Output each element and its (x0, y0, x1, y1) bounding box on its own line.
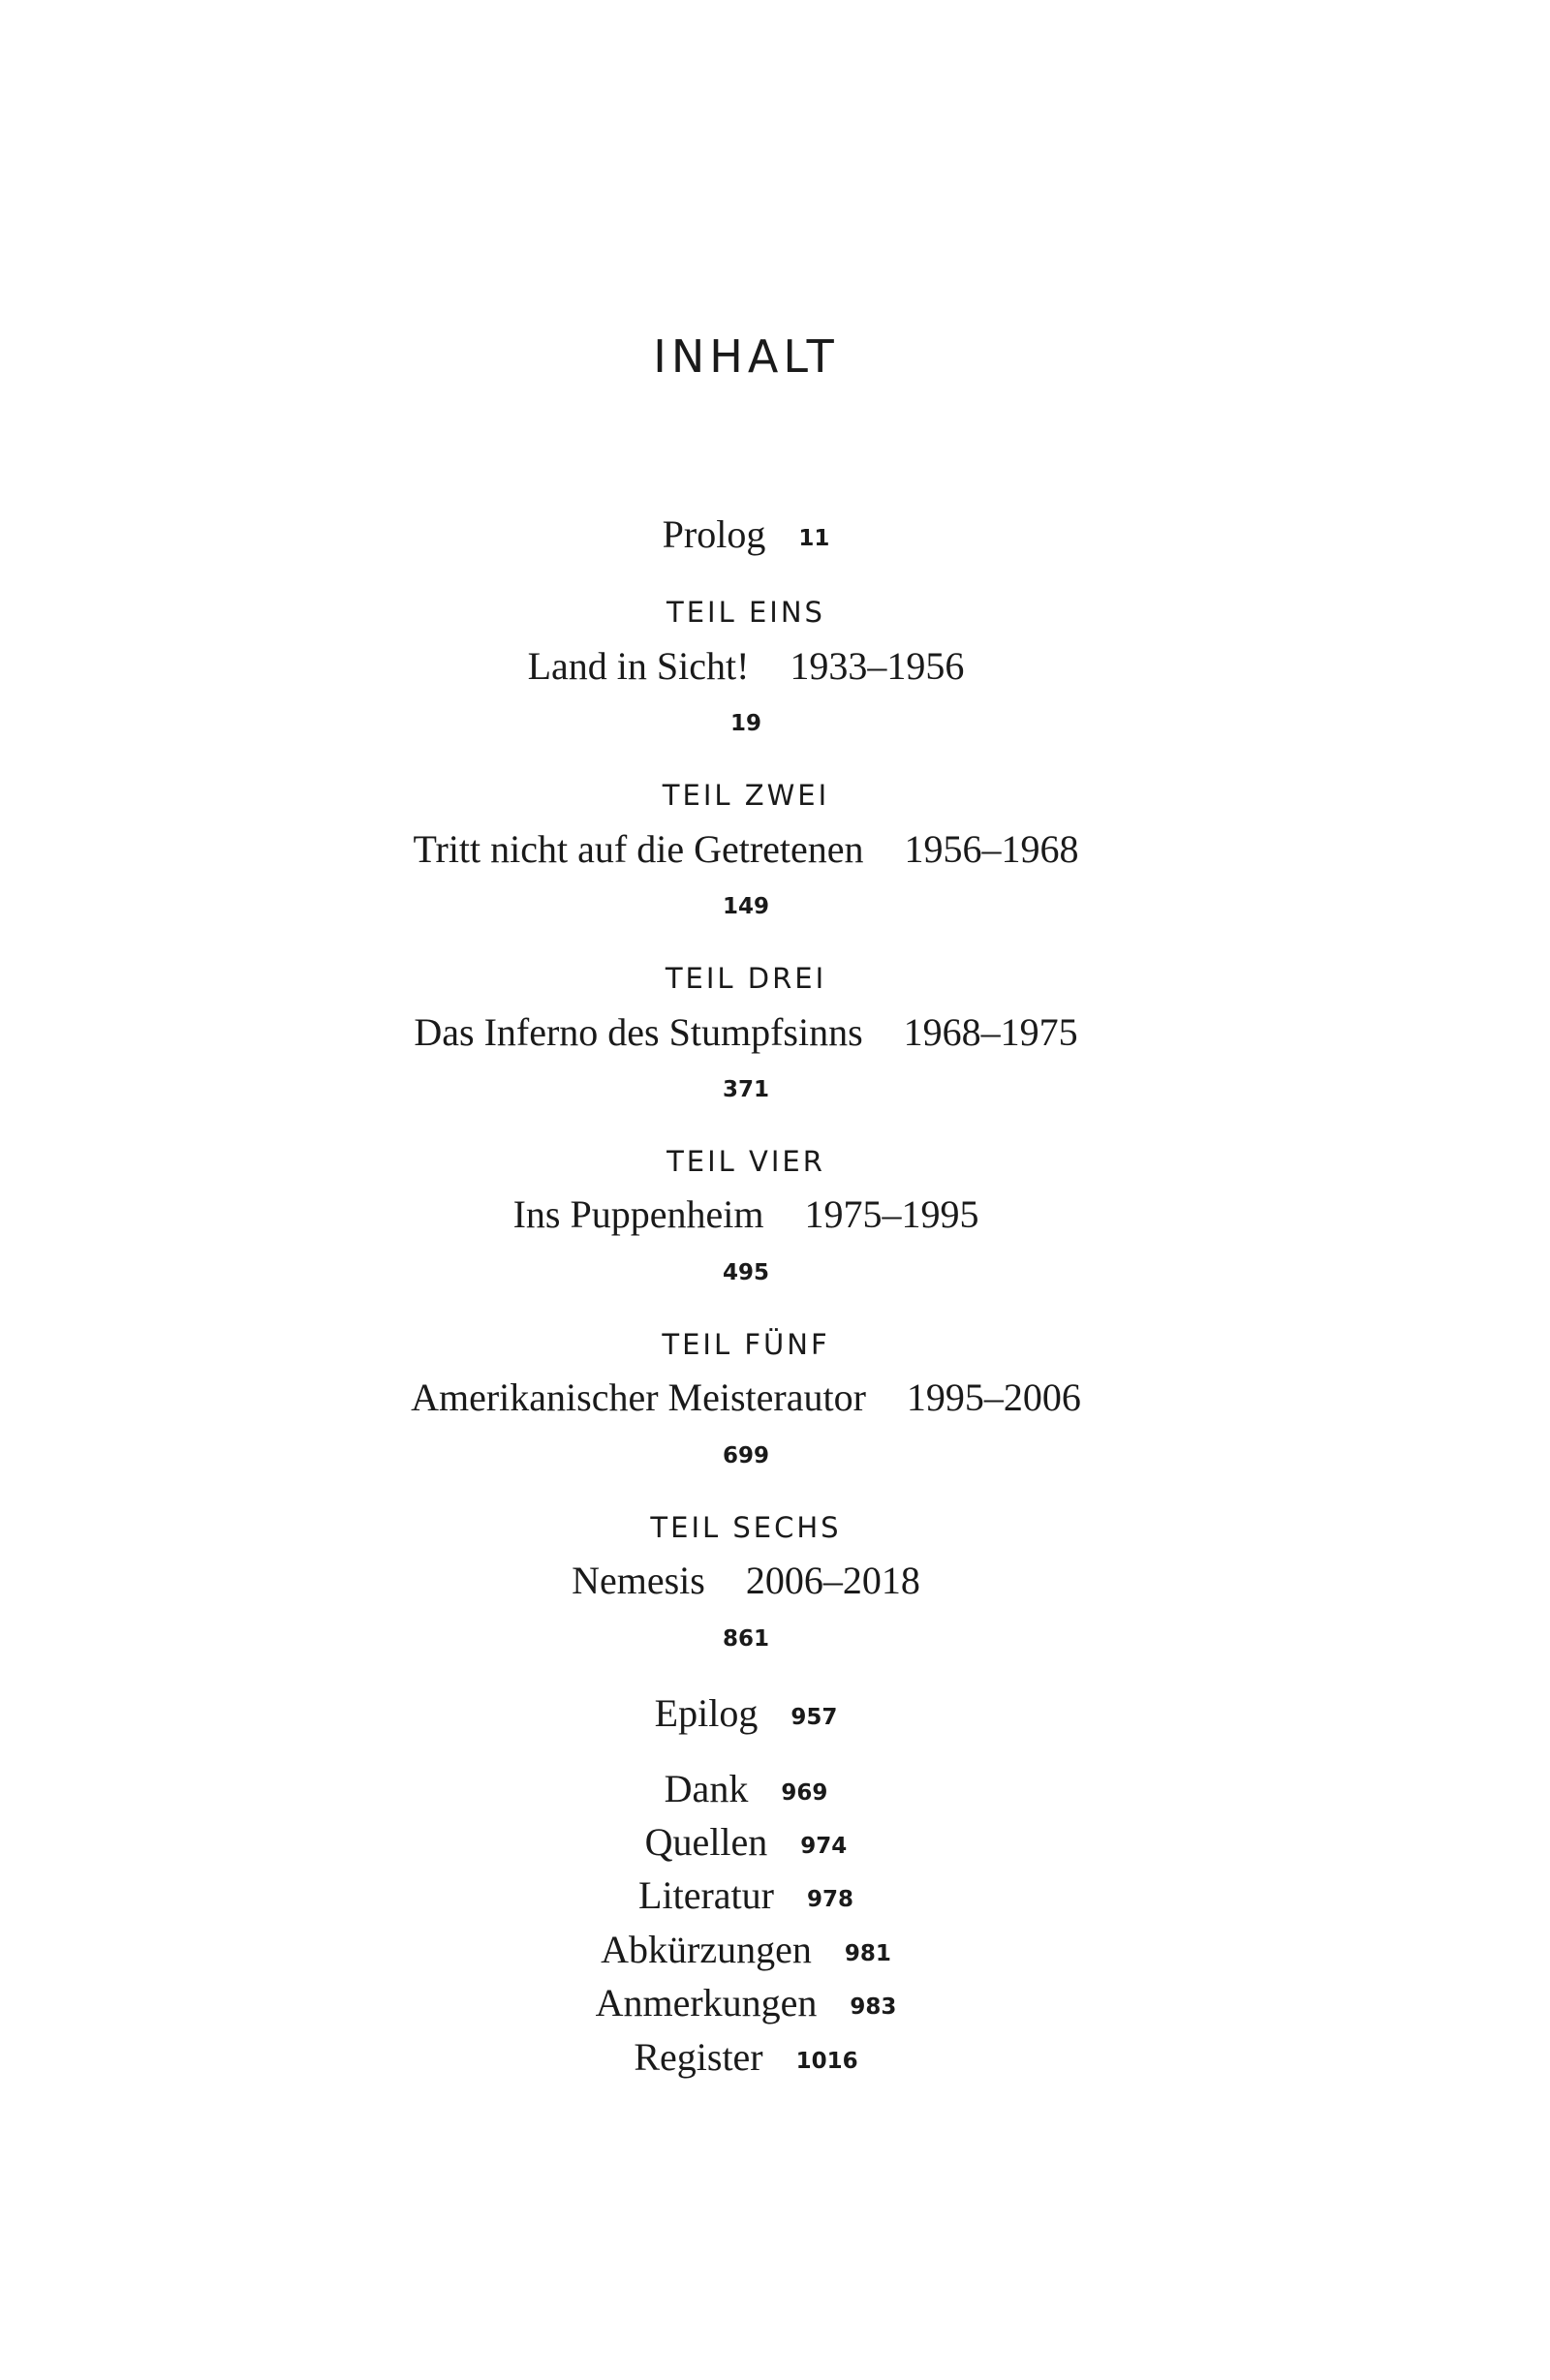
entry-label: Literatur (638, 1873, 774, 1917)
toc-entry-dank[interactable] (0, 1767, 1492, 1810)
toc-entry-part-4[interactable] (0, 1192, 1492, 1236)
part-title: Tritt nicht auf die Getretenen (413, 827, 864, 871)
entry-label: Quellen (644, 1820, 768, 1864)
part-label: TEIL SECHS (650, 1511, 842, 1544)
part-page-number: 495 (722, 1260, 769, 1285)
entry-page-number: 969 (781, 1780, 828, 1806)
entry-page-number: 978 (806, 1887, 853, 1912)
toc-entry-part-5[interactable] (0, 1375, 1492, 1419)
part-label: TEIL DREI (665, 962, 827, 995)
part-title: Amerikanischer Meisterautor (411, 1375, 866, 1419)
toc-entry-epilog[interactable] (0, 1691, 1492, 1735)
entry-page-number: 1016 (795, 2049, 858, 2074)
part-years: 1975–1995 (804, 1192, 979, 1236)
part-years: 1933–1956 (790, 644, 965, 688)
part-title: Das Inferno des Stumpfsinns (414, 1010, 863, 1054)
toc-entry-anmerkungen[interactable] (0, 1981, 1492, 2025)
toc-entry-part-1[interactable] (0, 644, 1492, 688)
part-years: 2006–2018 (745, 1559, 920, 1602)
toc-entry-prolog[interactable] (0, 512, 1492, 556)
entry-page-number: 981 (844, 1941, 891, 1966)
part-page-number: 699 (722, 1443, 769, 1468)
toc-entry-part-6[interactable] (0, 1561, 1492, 1600)
entry-label: Abkürzungen (601, 1928, 812, 1971)
entry-page-number: 957 (790, 1705, 838, 1730)
part-page-number: 371 (722, 1077, 769, 1102)
toc-entry-part-3[interactable] (0, 1010, 1492, 1054)
part-years: 1968–1975 (903, 1010, 1078, 1054)
part-label: TEIL VIER (666, 1145, 825, 1178)
entry-label: Prolog (662, 512, 766, 556)
part-label: TEIL ZWEI (662, 779, 830, 812)
toc-entry-register[interactable] (0, 2035, 1492, 2079)
entry-page-number: 974 (800, 1834, 848, 1859)
page-title: INHALT (653, 330, 839, 383)
part-title: Land in Sicht! (527, 644, 750, 688)
entry-label: Register (634, 2035, 763, 2079)
part-title: Ins Puppenheim (512, 1192, 764, 1236)
part-page-number: 149 (722, 894, 769, 919)
entry-label: Dank (664, 1767, 749, 1810)
entry-label: Anmerkungen (595, 1981, 818, 2025)
toc-entry-part-2[interactable] (0, 827, 1492, 871)
toc-entry-quellen[interactable] (0, 1820, 1492, 1864)
entry-page-number: 11 (798, 526, 830, 551)
part-title: Nemesis (572, 1559, 705, 1602)
entry-page-number: 983 (850, 1994, 897, 2020)
toc-entry-abkuerzungen[interactable] (0, 1928, 1492, 1971)
part-label: TEIL FÜNF (662, 1328, 830, 1361)
part-page-number: 19 (729, 711, 761, 736)
toc-entry-literatur[interactable] (0, 1873, 1492, 1917)
part-years: 1956–1968 (904, 827, 1079, 871)
part-page-number: 861 (722, 1626, 769, 1652)
part-years: 1995–2006 (906, 1375, 1081, 1419)
part-label: TEIL EINS (666, 596, 825, 629)
entry-label: Epilog (654, 1691, 759, 1735)
